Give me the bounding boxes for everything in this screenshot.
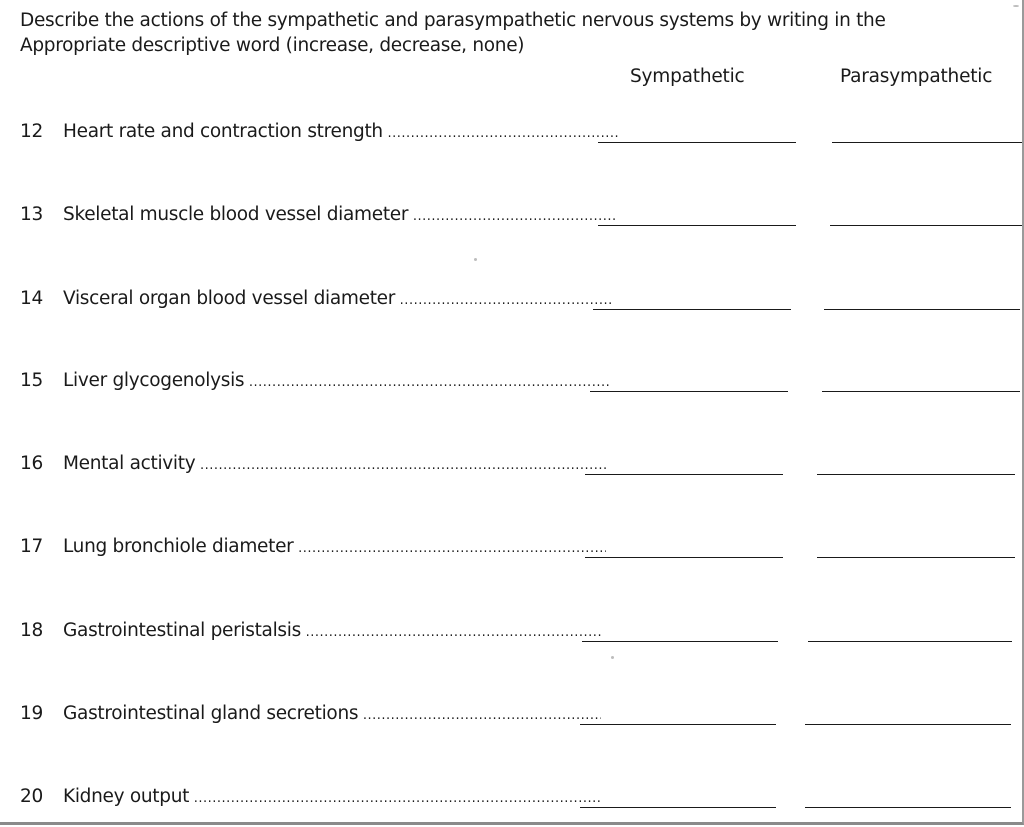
instructions-line-2: Appropriate descriptive word (increase, decrease, none): [20, 35, 525, 56]
question-row-12: [20, 121, 1020, 145]
instructions-line-1: Describe the actions of the sympathetic and parasympathetic nervous systems by writing in the: [20, 10, 886, 31]
question-row-17: [20, 536, 1020, 560]
scan-speck: [1013, 5, 1019, 7]
parasympathetic-answer-blank[interactable]: [817, 474, 1015, 475]
sympathetic-answer-blank[interactable]: [598, 225, 796, 226]
question-row-16: [20, 453, 1020, 477]
question-number: 16: [20, 453, 43, 474]
question-number: 18: [20, 620, 43, 641]
question-label: Liver glycogenolysis .....: [63, 370, 611, 391]
sympathetic-answer-blank[interactable]: [585, 557, 783, 558]
parasympathetic-answer-blank[interactable]: [830, 225, 1022, 226]
question-number: 14: [20, 288, 43, 309]
question-number: 12: [20, 121, 43, 142]
parasympathetic-answer-blank[interactable]: [817, 557, 1015, 558]
question-number: 19: [20, 703, 43, 724]
sympathetic-answer-blank[interactable]: [582, 641, 778, 642]
question-label: Skeletal muscle blood vessel diameter .....: [63, 204, 618, 225]
question-label: Heart rate and contraction strength .....: [63, 121, 618, 142]
sympathetic-answer-blank[interactable]: [580, 807, 776, 808]
parasympathetic-answer-blank[interactable]: [805, 807, 1011, 808]
sympathetic-answer-blank[interactable]: [593, 309, 791, 310]
question-row-20: [20, 786, 1020, 810]
question-label: Gastrointestinal peristalsis .....: [63, 620, 603, 641]
question-label: Kidney output .....: [63, 786, 601, 807]
question-number: 20: [20, 786, 43, 807]
question-row-15: [20, 370, 1020, 394]
question-label: Gastrointestinal gland secretions .....: [63, 703, 601, 724]
parasympathetic-answer-blank[interactable]: [822, 391, 1020, 392]
instructions: [20, 8, 1010, 58]
question-row-13: [20, 204, 1020, 228]
question-label: Mental activity .....: [63, 453, 606, 474]
scan-speck: [611, 656, 614, 659]
sympathetic-answer-blank[interactable]: [590, 391, 788, 392]
sympathetic-answer-blank[interactable]: [598, 142, 796, 143]
question-label: Lung bronchiole diameter .....: [63, 536, 606, 557]
parasympathetic-answer-blank[interactable]: [832, 142, 1022, 143]
question-number: 15: [20, 370, 43, 391]
question-row-19: [20, 703, 1020, 727]
question-number: 17: [20, 536, 43, 557]
question-row-14: [20, 288, 1020, 312]
sympathetic-answer-blank[interactable]: [585, 474, 783, 475]
parasympathetic-answer-blank[interactable]: [824, 309, 1020, 310]
parasympathetic-answer-blank[interactable]: [808, 641, 1012, 642]
sympathetic-answer-blank[interactable]: [580, 724, 776, 725]
question-label: Visceral organ blood vessel diameter .....: [63, 288, 613, 309]
parasympathetic-answer-blank[interactable]: [805, 724, 1011, 725]
column-header-sympathetic: Sympathetic: [630, 66, 745, 87]
question-number: 13: [20, 204, 43, 225]
column-header-parasympathetic: Parasympathetic: [840, 66, 993, 87]
scan-speck: [474, 258, 477, 261]
question-row-18: [20, 620, 1020, 644]
